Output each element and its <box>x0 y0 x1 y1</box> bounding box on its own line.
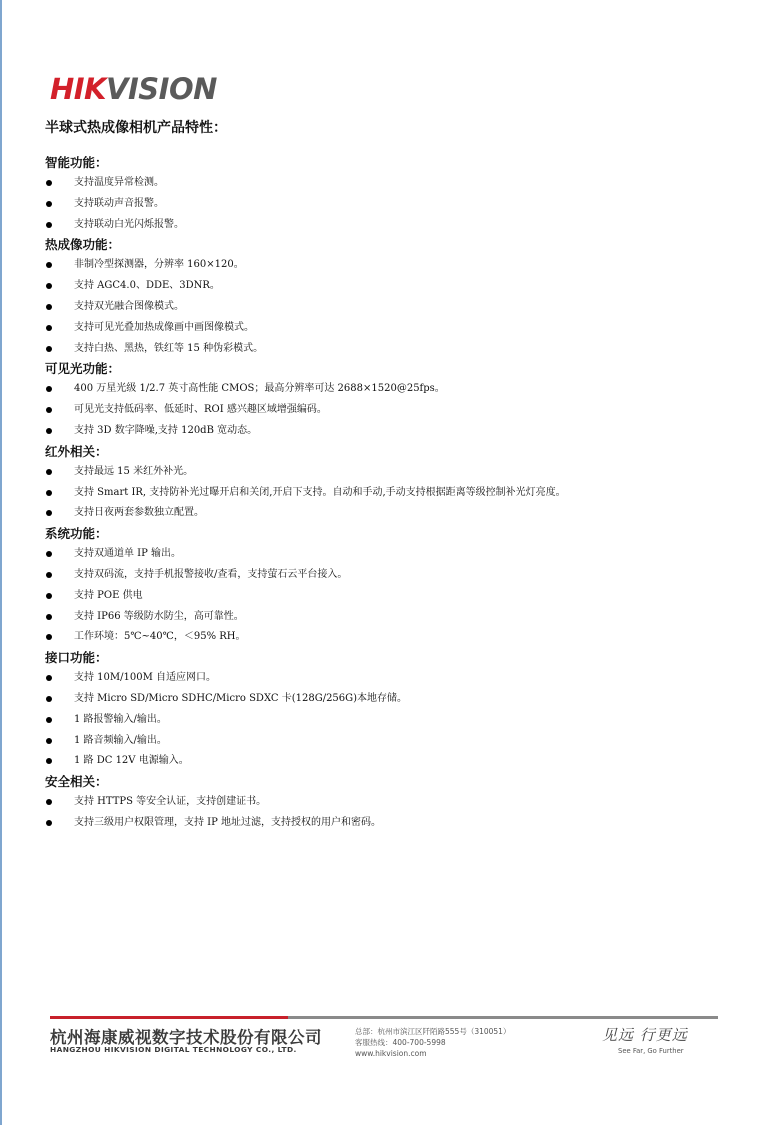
contact-info <box>355 1026 510 1059</box>
list-item-text: 1 路 DC 12V 电源输入。 <box>74 755 189 767</box>
feature-list <box>45 153 745 834</box>
list-item-text: 支持三级用户权限管理，支持 IP 地址过滤，支持授权的用户和密码。 <box>74 816 382 828</box>
bullet-icon <box>46 799 52 805</box>
list-item-text: 支持 IP66 等级防水防尘，高可靠性。 <box>74 610 244 622</box>
slogan-en: See Far, Go Further <box>618 1047 684 1055</box>
list-item-text: 可见光支持低码率、低延时、ROI 感兴趣区域增强编码。 <box>74 404 327 416</box>
bullet-icon <box>46 222 52 228</box>
list-item <box>45 173 745 194</box>
bullet-icon <box>46 428 52 434</box>
list-item-text: 400 万星光级 1/2.7 英寸高性能 CMOS；最高分辨率可达 2688×1520@25fps。 <box>74 383 445 395</box>
bullet-icon <box>46 304 52 310</box>
list-item <box>45 215 745 236</box>
bullet-icon <box>46 346 52 352</box>
list-item <box>45 318 745 339</box>
section-heading: 智能功能： <box>45 155 108 170</box>
list-item-text: 非制冷型探测器，分辨率 160×120。 <box>74 259 244 271</box>
bullet-icon <box>46 572 52 578</box>
list-item-text: 支持联动白光闪烁报警。 <box>74 218 184 230</box>
list-item <box>45 813 745 834</box>
bullet-icon <box>46 696 52 702</box>
list-item-text: 支持 POE 供电 <box>74 589 143 601</box>
bullet-icon <box>46 325 52 331</box>
list-item-text: 工作环境：5℃~40℃，＜95% RH。 <box>74 631 246 643</box>
list-item-text: 支持可见光叠加热成像画中画图像模式。 <box>74 321 254 333</box>
bullet-icon <box>46 758 52 764</box>
bullet-icon <box>46 386 52 392</box>
list-item <box>45 462 745 483</box>
logo-hik: HIK <box>50 72 107 106</box>
list-item-text: 支持日夜两套参数独立配置。 <box>74 507 204 519</box>
section-heading: 可见光功能： <box>45 361 121 377</box>
footer-red-bar <box>50 1016 288 1019</box>
list-item <box>45 607 745 628</box>
website-link[interactable]: www.hikvision.com <box>355 1049 427 1058</box>
list-item <box>45 627 745 648</box>
footer-gray-bar <box>288 1016 718 1019</box>
list-item <box>45 731 745 752</box>
list-item <box>45 339 745 360</box>
bullet-icon <box>46 634 52 640</box>
section-heading: 接口功能： <box>45 650 108 666</box>
list-item-text: 支持最远 15 米红外补光。 <box>74 465 194 477</box>
list-item-text: 1 路音频输入/输出。 <box>74 734 167 746</box>
bullet-icon <box>46 738 52 744</box>
list-item <box>45 710 745 731</box>
bullet-icon <box>46 201 52 207</box>
section-heading: 热成像功能： <box>45 237 121 253</box>
list-item <box>45 421 745 442</box>
document-title: 半球式热成像相机产品特性： <box>45 120 227 136</box>
bullet-icon <box>46 717 52 723</box>
list-item-text: 1 路报警输入/输出。 <box>74 713 167 725</box>
section-heading: 安全相关： <box>45 774 108 790</box>
list-item-text: 支持 Micro SD/Micro SDHC/Micro SDXC 卡(128G/256G)本地存储。 <box>74 692 408 704</box>
bullet-icon <box>46 593 52 599</box>
bullet-icon <box>46 551 52 557</box>
hotline: 客服热线：400-700-5998 <box>355 1038 446 1047</box>
list-item <box>45 194 745 215</box>
list-item-text: 支持 AGC4.0、DDE、3DNR。 <box>74 280 220 292</box>
list-item-text: 支持 Smart IR, 支持防补光过曝开启和关闭,开启下支持。自动和手动,手动支持根据距离等级控制补光灯亮度。 <box>74 486 566 498</box>
hikvision-logo <box>50 72 217 106</box>
list-item <box>45 379 745 400</box>
bullet-icon <box>46 407 52 413</box>
company-name-cn: 杭州海康威视数字技术股份有限公司 <box>50 1028 322 1047</box>
list-item <box>45 276 745 297</box>
bullet-icon <box>46 283 52 289</box>
list-item <box>45 255 745 276</box>
list-item <box>45 792 745 813</box>
bullet-icon <box>46 262 52 268</box>
list-item-text: 支持白热、黑热，铁红等 15 种伪彩模式。 <box>74 342 264 354</box>
bullet-icon <box>46 675 52 681</box>
list-item <box>45 689 745 710</box>
logo-vision: VISION <box>106 72 217 106</box>
list-item <box>45 586 745 607</box>
list-item-text: 支持双光融合图像模式。 <box>74 300 184 312</box>
list-item-text: 支持 10M/100M 自适应网口。 <box>74 672 217 684</box>
list-item <box>45 483 745 504</box>
company-name-en: HANGZHOU HIKVISION DIGITAL TECHNOLOGY CO., LTD. <box>50 1045 297 1054</box>
list-item <box>45 400 745 421</box>
list-item <box>45 668 745 689</box>
list-item-text: 支持联动声音报警。 <box>74 197 164 209</box>
list-item <box>45 565 745 586</box>
bullet-icon <box>46 180 52 186</box>
bullet-icon <box>46 469 52 475</box>
bullet-icon <box>46 490 52 496</box>
list-item-text: 支持双码流，支持手机报警接收/查看，支持萤石云平台接入。 <box>74 568 348 580</box>
left-border-rule <box>0 0 2 1125</box>
list-item <box>45 751 745 772</box>
section-heading: 系统功能： <box>45 526 108 542</box>
address: 总部：杭州市滨江区阡陌路555号（310051） <box>355 1027 511 1036</box>
section-heading: 红外相关： <box>45 443 108 459</box>
list-item-text: 支持温度异常检测。 <box>74 177 164 188</box>
list-item <box>45 503 745 524</box>
bullet-icon <box>46 510 52 516</box>
slogan-cn: 见远 行更远 <box>602 1026 688 1044</box>
list-item-text: 支持双通道单 IP 输出。 <box>74 548 182 560</box>
bullet-icon <box>46 820 52 826</box>
list-item-text: 支持 HTTPS 等安全认证，支持创建证书。 <box>74 796 267 808</box>
list-item-text: 支持 3D 数字降噪,支持 120dB 宽动态。 <box>74 424 258 436</box>
bullet-icon <box>46 614 52 620</box>
list-item <box>45 544 745 565</box>
list-item <box>45 297 745 318</box>
